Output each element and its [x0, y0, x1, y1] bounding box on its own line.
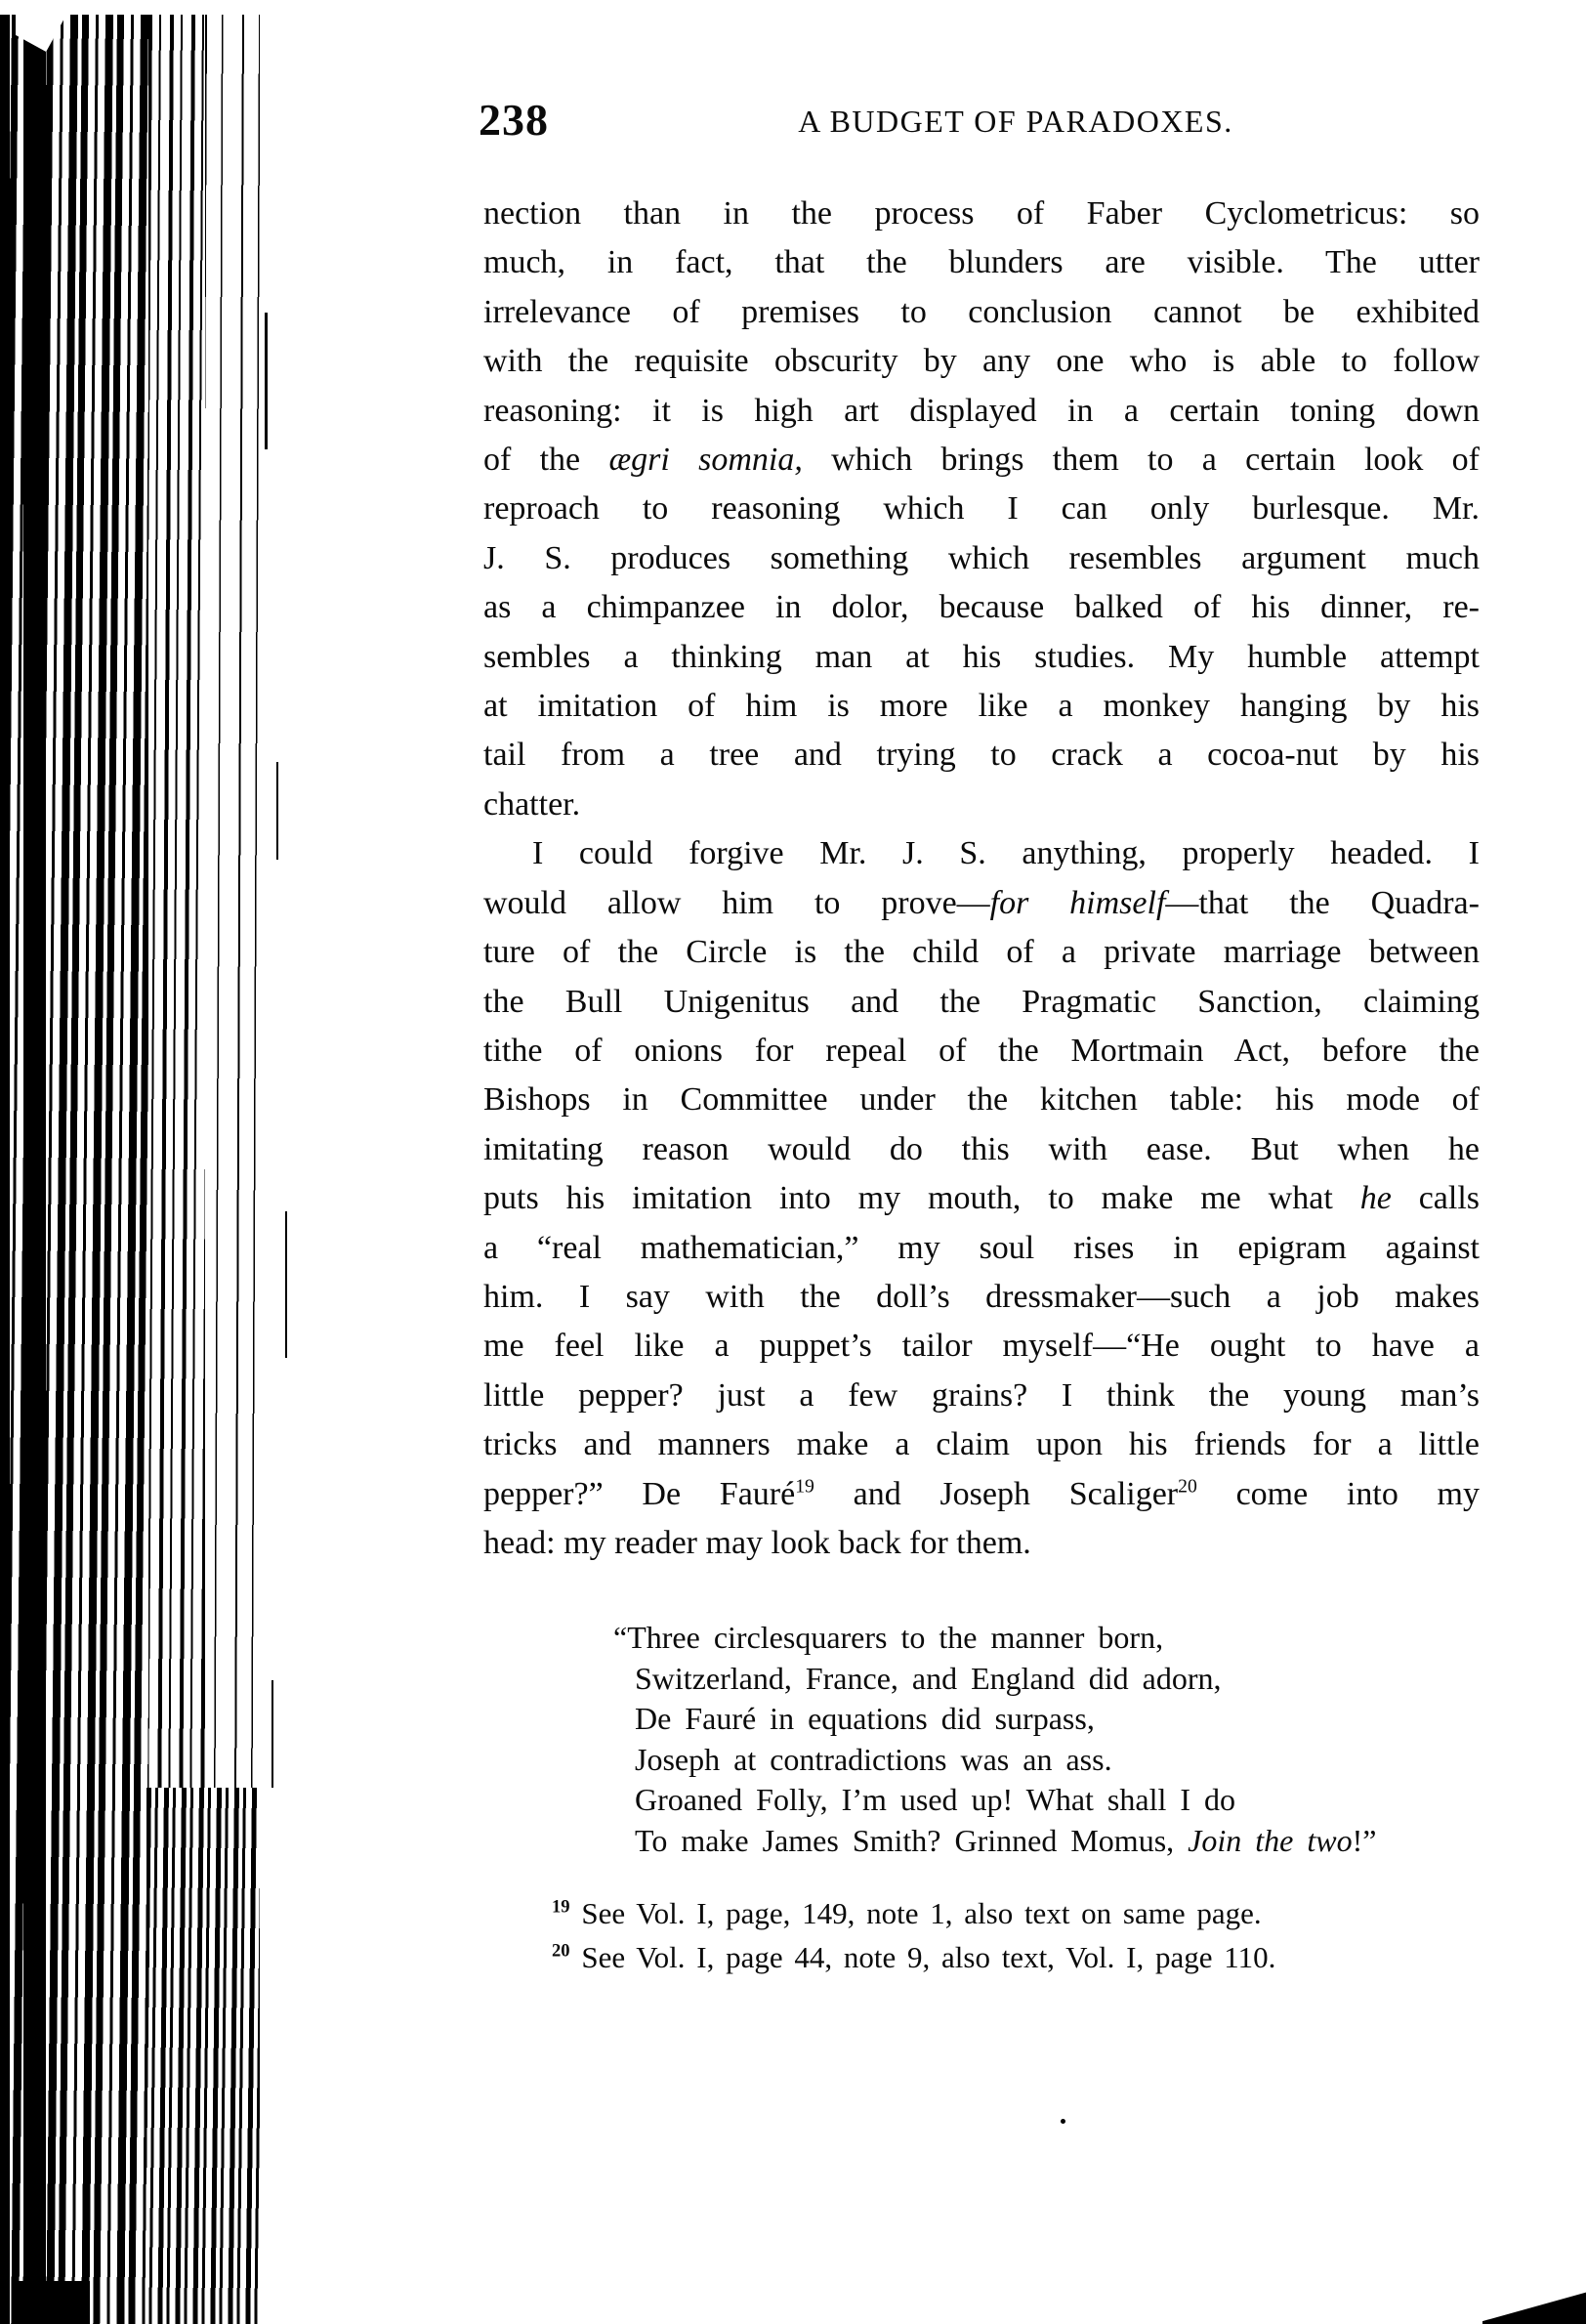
body-line: the Bull Unigenitus and the Pragmatic Sanction, claiming: [483, 983, 1480, 1020]
body-line: me feel like a puppet’s tailor myself—“He ought to have a: [483, 1328, 1480, 1365]
body-line: imitating reason would do this with ease. But when he: [483, 1130, 1480, 1167]
scan-streak-artifact: [265, 313, 268, 449]
verse-line: “Three circlesquarers to the manner born,: [613, 1620, 1164, 1655]
body-line: tithe of onions for repeal of the Mortmain Act, before the: [483, 1032, 1480, 1069]
body-line: little pepper? just a few grains? I think the young man’s: [483, 1376, 1480, 1414]
body-line: much, in fact, that the blunders are visible. The utter: [483, 244, 1480, 281]
body-line: sembles a thinking man at his studies. My humble attempt: [483, 638, 1480, 675]
body-line: irrelevance of premises to conclusion cannot be exhibited: [483, 293, 1480, 330]
body-line: tail from a tree and trying to crack a cocoa-nut by his: [483, 737, 1480, 774]
footnote-marker: 20: [552, 1940, 570, 1962]
body-line: J. S. produces something which resembles argument much: [483, 539, 1480, 576]
running-title: A BUDGET OF PARADOXES.: [798, 104, 1233, 139]
body-line: chatter.: [483, 785, 581, 823]
body-line: Bishops in Committee under the kitchen table: his mode of: [483, 1081, 1480, 1119]
body-line: him. I say with the doll’s dressmaker—such a job makes: [483, 1278, 1480, 1315]
body-line: with the requisite obscurity by any one who is able to follow: [483, 343, 1480, 380]
verse-line: Switzerland, France, and England did adorn,: [635, 1660, 1222, 1696]
gutter-streaks-bottom: [146, 1788, 260, 2324]
page-corner-artifact: [1482, 2289, 1586, 2324]
ink-dot-artifact: [1061, 2119, 1065, 2124]
body-line: ture of the Circle is the child of a private marriage between: [483, 934, 1480, 971]
body-line: a “real mathematician,” my soul rises in epigram against: [483, 1229, 1480, 1266]
body-line: tricks and manners make a claim upon his friends for a little: [483, 1426, 1480, 1463]
verse-line: Groaned Folly, I’m used up! What shall I do: [635, 1782, 1235, 1817]
body-line: I could forgive Mr. J. S. anything, properly headed. I: [532, 835, 1480, 872]
scan-gutter-artifact: [0, 15, 260, 2324]
verse-block: [613, 1618, 1514, 1861]
body-line: pepper?” De Fauré$^{19}$ and Joseph Scaliger$^{20}$ come into my: [483, 1475, 1480, 1512]
body-text: [483, 190, 1480, 1568]
verse-line: De Fauré in equations did surpass,: [635, 1701, 1095, 1736]
body-line: nection than in the process of Faber Cyclometricus: so: [483, 195, 1480, 232]
body-line: as a chimpanzee in dolor, because balked of his dinner, re-: [483, 589, 1480, 626]
page-number: 238: [479, 95, 549, 145]
body-line: would allow him to prove—for himself—that the Quadra-: [483, 884, 1480, 921]
scan-streak-artifact: [276, 762, 278, 860]
gutter-streaks-dense: [0, 15, 148, 2324]
body-line: of the ægri somnia, which brings them to a certain look of: [483, 442, 1481, 479]
body-line: reasoning: it is high art displayed in a certain toning down: [483, 392, 1480, 429]
scan-streak-artifact: [285, 1211, 287, 1358]
body-line: reproach to reasoning which I can only burlesque. Mr.: [483, 490, 1480, 528]
scan-streak-artifact: [271, 1680, 273, 1788]
footnote-item: $^{19}$ See Vol. I, page, 149, note 1, also text on same page.: [552, 1896, 1262, 1930]
gutter-foot-mark: [18, 2281, 90, 2324]
body-line: at imitation of him is more like a monkey hanging by his: [483, 688, 1480, 725]
body-line: puts his imitation into my mouth, to make me what he calls: [483, 1180, 1480, 1217]
verse-line: Joseph at contradictions was an ass.: [635, 1741, 1112, 1777]
verse-line: To make James Smith? Grinned Momus, Join the two!”: [635, 1822, 1377, 1858]
footnotes-block: [552, 1891, 1489, 1979]
footnote-marker: 19: [552, 1896, 570, 1918]
footnote-item: $^{20}$ See Vol. I, page 44, note 9, also text, Vol. I, page 110.: [552, 1940, 1276, 1974]
body-line: head: my reader may look back for them.: [483, 1524, 1031, 1561]
